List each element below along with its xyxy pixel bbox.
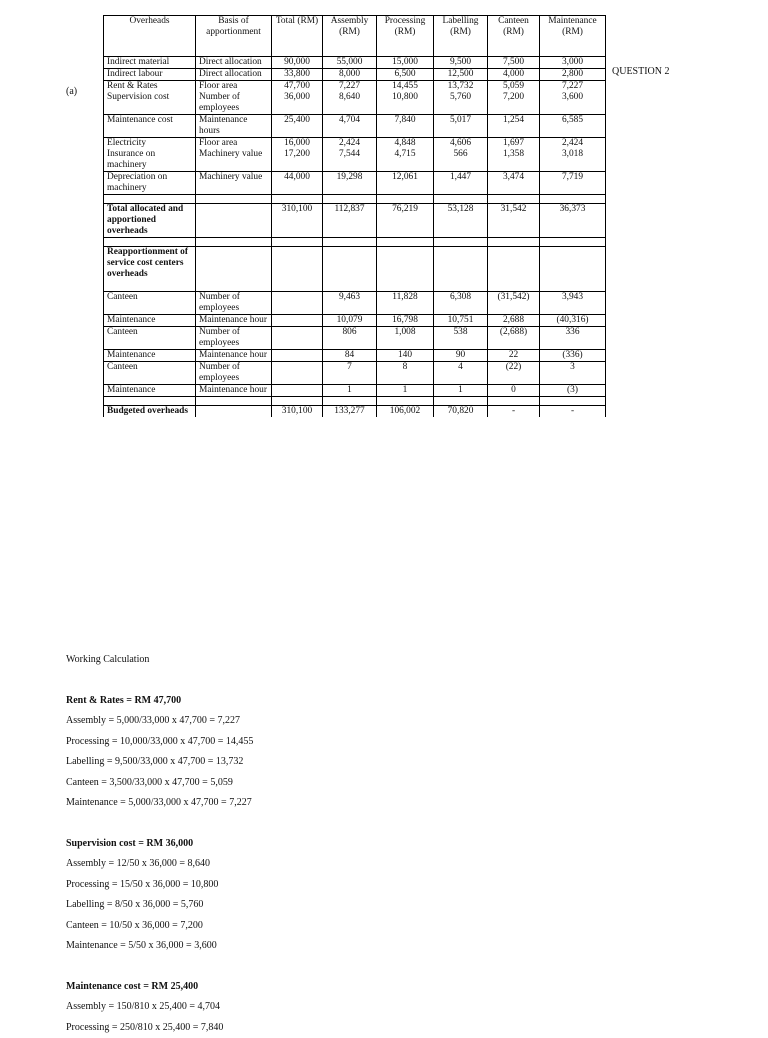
cell-maintenance: 3 — [540, 362, 606, 385]
supervision-heading: Supervision cost = RM 36,000 — [66, 834, 253, 855]
cell-total: 33,800 — [272, 69, 323, 81]
table-row — [104, 247, 606, 292]
cell-maintenance: 7,719 — [540, 172, 606, 195]
calc-line: Labelling = 9,500/33,000 x 47,700 = 13,732 — [66, 752, 253, 773]
cell-assembly: 112,837 — [323, 204, 377, 238]
cell-overhead: Canteen — [104, 327, 196, 350]
col-header-processing: Processing (RM) — [377, 16, 434, 57]
cell-assembly: 55,000 — [323, 57, 377, 69]
cell-labelling: 5,017 — [434, 115, 488, 138]
cell-maintenance: 336 — [540, 327, 606, 350]
maintenance-heading: Maintenance cost = RM 25,400 — [66, 977, 253, 998]
cell-processing: 11,828 — [377, 292, 434, 315]
cell-assembly: 4,704 — [323, 115, 377, 138]
col-header-basis: Basis of apportionment — [196, 16, 272, 57]
table-row — [104, 327, 606, 350]
cell-total: 310,100 — [272, 406, 323, 418]
cell-assembly: 10,079 — [323, 315, 377, 327]
cell-total — [272, 315, 323, 327]
cell-processing: 12,061 — [377, 172, 434, 195]
table-row — [104, 172, 606, 195]
table-budget-row — [104, 406, 606, 418]
cell-labelling: 538 — [434, 327, 488, 350]
cell-assembly: 7 — [323, 362, 377, 385]
cell-canteen: (22) — [488, 362, 540, 385]
cell-maintenance: 3,000 — [540, 57, 606, 69]
cell-canteen: - — [488, 406, 540, 418]
cell-canteen: 2,688 — [488, 315, 540, 327]
cell-canteen: 0 — [488, 385, 540, 397]
question-label: QUESTION 2 — [612, 66, 670, 77]
cell-basis: Maintenance hour — [196, 315, 272, 327]
cell-basis: Machinery value — [196, 172, 272, 195]
cell-canteen: 31,542 — [488, 204, 540, 238]
cell-processing: 14,455 10,800 — [377, 81, 434, 115]
cell-maintenance: 6,585 — [540, 115, 606, 138]
cell-labelling: 12,500 — [434, 69, 488, 81]
col-header-overheads: Overheads — [104, 16, 196, 57]
col-header-assembly: Assembly (RM) — [323, 16, 377, 57]
calc-line: Maintenance = 5/50 x 36,000 = 3,600 — [66, 936, 253, 957]
cell-maintenance: 2,800 — [540, 69, 606, 81]
cell-canteen: 1,254 — [488, 115, 540, 138]
overheads-table — [103, 15, 606, 417]
cell-basis: Floor area Number of employees — [196, 81, 272, 115]
cell-overhead: Rent & Rates Supervision cost — [104, 81, 196, 115]
cell-overhead: Total allocated and apportioned overheads — [104, 204, 196, 238]
calc-line: Processing = 10,000/33,000 x 47,700 = 14,455 — [66, 732, 253, 753]
calc-line: Labelling = 8/50 x 36,000 = 5,760 — [66, 895, 253, 916]
cell-canteen: (31,542) — [488, 292, 540, 315]
reapportion-heading: Reapportionment of service cost centers overheads — [104, 247, 196, 292]
calc-line: Assembly = 5,000/33,000 x 47,700 = 7,227 — [66, 711, 253, 732]
working-title: Working Calculation — [66, 650, 253, 671]
cell-maintenance: (3) — [540, 385, 606, 397]
cell-processing: 16,798 — [377, 315, 434, 327]
cell-labelling: 9,500 — [434, 57, 488, 69]
calc-line: Assembly = 150/810 x 25,400 = 4,704 — [66, 997, 253, 1018]
table-row — [104, 115, 606, 138]
table-spacer-row — [104, 397, 606, 406]
cell-assembly: 8,000 — [323, 69, 377, 81]
calc-line: Maintenance = 5,000/33,000 x 47,700 = 7,227 — [66, 793, 253, 814]
cell-total — [272, 292, 323, 315]
cell-basis: Number of employees — [196, 327, 272, 350]
cell-basis: Direct allocation — [196, 57, 272, 69]
cell-assembly: 133,277 — [323, 406, 377, 418]
table-header-row — [104, 16, 606, 57]
table-row — [104, 69, 606, 81]
cell-basis: Number of employees — [196, 362, 272, 385]
cell-assembly: 9,463 — [323, 292, 377, 315]
cell-labelling: 53,128 — [434, 204, 488, 238]
cell-processing: 140 — [377, 350, 434, 362]
cell-basis: Maintenance hour — [196, 350, 272, 362]
calc-line: Canteen = 10/50 x 36,000 = 7,200 — [66, 916, 253, 937]
cell-basis — [196, 204, 272, 238]
cell-canteen: 5,059 7,200 — [488, 81, 540, 115]
cell-total: 16,000 17,200 — [272, 138, 323, 172]
cell-total — [272, 385, 323, 397]
table-total-row — [104, 204, 606, 238]
table-row — [104, 138, 606, 172]
table-row — [104, 362, 606, 385]
cell-basis: Maintenance hours — [196, 115, 272, 138]
table-spacer-row — [104, 238, 606, 247]
working-calculation — [66, 650, 253, 1038]
cell-labelling: 10,751 — [434, 315, 488, 327]
cell-basis: Direct allocation — [196, 69, 272, 81]
cell-overhead: Depreciation on machinery — [104, 172, 196, 195]
cell-total — [272, 350, 323, 362]
cell-processing: 1,008 — [377, 327, 434, 350]
cell-total: 47,700 36,000 — [272, 81, 323, 115]
calc-line: Processing = 250/810 x 25,400 = 7,840 — [66, 1018, 253, 1038]
cell-labelling: 4,606 566 — [434, 138, 488, 172]
cell-basis: Number of employees — [196, 292, 272, 315]
col-header-labelling: Labelling (RM) — [434, 16, 488, 57]
cell-total: 310,100 — [272, 204, 323, 238]
cell-labelling: 90 — [434, 350, 488, 362]
cell-labelling: 1,447 — [434, 172, 488, 195]
cell-basis: Floor area Machinery value — [196, 138, 272, 172]
cell-maintenance: 36,373 — [540, 204, 606, 238]
cell-overhead: Electricity Insurance on machinery — [104, 138, 196, 172]
section-label: (a) — [66, 86, 77, 97]
col-header-total: Total (RM) — [272, 16, 323, 57]
table-row — [104, 315, 606, 327]
table-row — [104, 350, 606, 362]
cell-maintenance: - — [540, 406, 606, 418]
cell-processing: 6,500 — [377, 69, 434, 81]
cell-maintenance: (336) — [540, 350, 606, 362]
cell-processing: 15,000 — [377, 57, 434, 69]
cell-canteen: (2,688) — [488, 327, 540, 350]
cell-assembly: 1 — [323, 385, 377, 397]
rent-heading: Rent & Rates = RM 47,700 — [66, 691, 253, 712]
cell-canteen: 22 — [488, 350, 540, 362]
cell-total — [272, 362, 323, 385]
cell-basis: Maintenance hour — [196, 385, 272, 397]
cell-processing: 106,002 — [377, 406, 434, 418]
cell-overhead: Canteen — [104, 292, 196, 315]
col-header-canteen: Canteen (RM) — [488, 16, 540, 57]
cell-assembly: 19,298 — [323, 172, 377, 195]
cell-basis — [196, 406, 272, 418]
cell-total: 44,000 — [272, 172, 323, 195]
cell-maintenance: (40,316) — [540, 315, 606, 327]
cell-overhead: Maintenance — [104, 315, 196, 327]
table-row — [104, 57, 606, 69]
cell-assembly: 2,424 7,544 — [323, 138, 377, 172]
cell-processing: 4,848 4,715 — [377, 138, 434, 172]
cell-assembly: 84 — [323, 350, 377, 362]
cell-overhead: Indirect labour — [104, 69, 196, 81]
cell-canteen: 1,697 1,358 — [488, 138, 540, 172]
cell-processing: 8 — [377, 362, 434, 385]
cell-maintenance: 2,424 3,018 — [540, 138, 606, 172]
cell-overhead: Maintenance — [104, 350, 196, 362]
calc-line: Canteen = 3,500/33,000 x 47,700 = 5,059 — [66, 773, 253, 794]
table-spacer-row — [104, 195, 606, 204]
cell-overhead: Budgeted overheads — [104, 406, 196, 418]
cell-canteen: 4,000 — [488, 69, 540, 81]
cell-canteen: 3,474 — [488, 172, 540, 195]
cell-labelling: 70,820 — [434, 406, 488, 418]
cell-maintenance: 3,943 — [540, 292, 606, 315]
calc-line: Assembly = 12/50 x 36,000 = 8,640 — [66, 854, 253, 875]
col-header-maintenance: Maintenance (RM) — [540, 16, 606, 57]
cell-overhead: Maintenance — [104, 385, 196, 397]
cell-labelling: 13,732 5,760 — [434, 81, 488, 115]
cell-total: 90,000 — [272, 57, 323, 69]
cell-labelling: 4 — [434, 362, 488, 385]
cell-canteen: 7,500 — [488, 57, 540, 69]
cell-labelling: 6,308 — [434, 292, 488, 315]
cell-maintenance: 7,227 3,600 — [540, 81, 606, 115]
cell-assembly: 7,227 8,640 — [323, 81, 377, 115]
table-row — [104, 292, 606, 315]
table-row — [104, 385, 606, 397]
cell-processing: 1 — [377, 385, 434, 397]
cell-overhead: Indirect material — [104, 57, 196, 69]
cell-total — [272, 327, 323, 350]
cell-overhead: Maintenance cost — [104, 115, 196, 138]
calc-line: Processing = 15/50 x 36,000 = 10,800 — [66, 875, 253, 896]
table-row — [104, 81, 606, 115]
cell-labelling: 1 — [434, 385, 488, 397]
cell-overhead: Canteen — [104, 362, 196, 385]
cell-processing: 7,840 — [377, 115, 434, 138]
cell-total: 25,400 — [272, 115, 323, 138]
cell-assembly: 806 — [323, 327, 377, 350]
cell-processing: 76,219 — [377, 204, 434, 238]
